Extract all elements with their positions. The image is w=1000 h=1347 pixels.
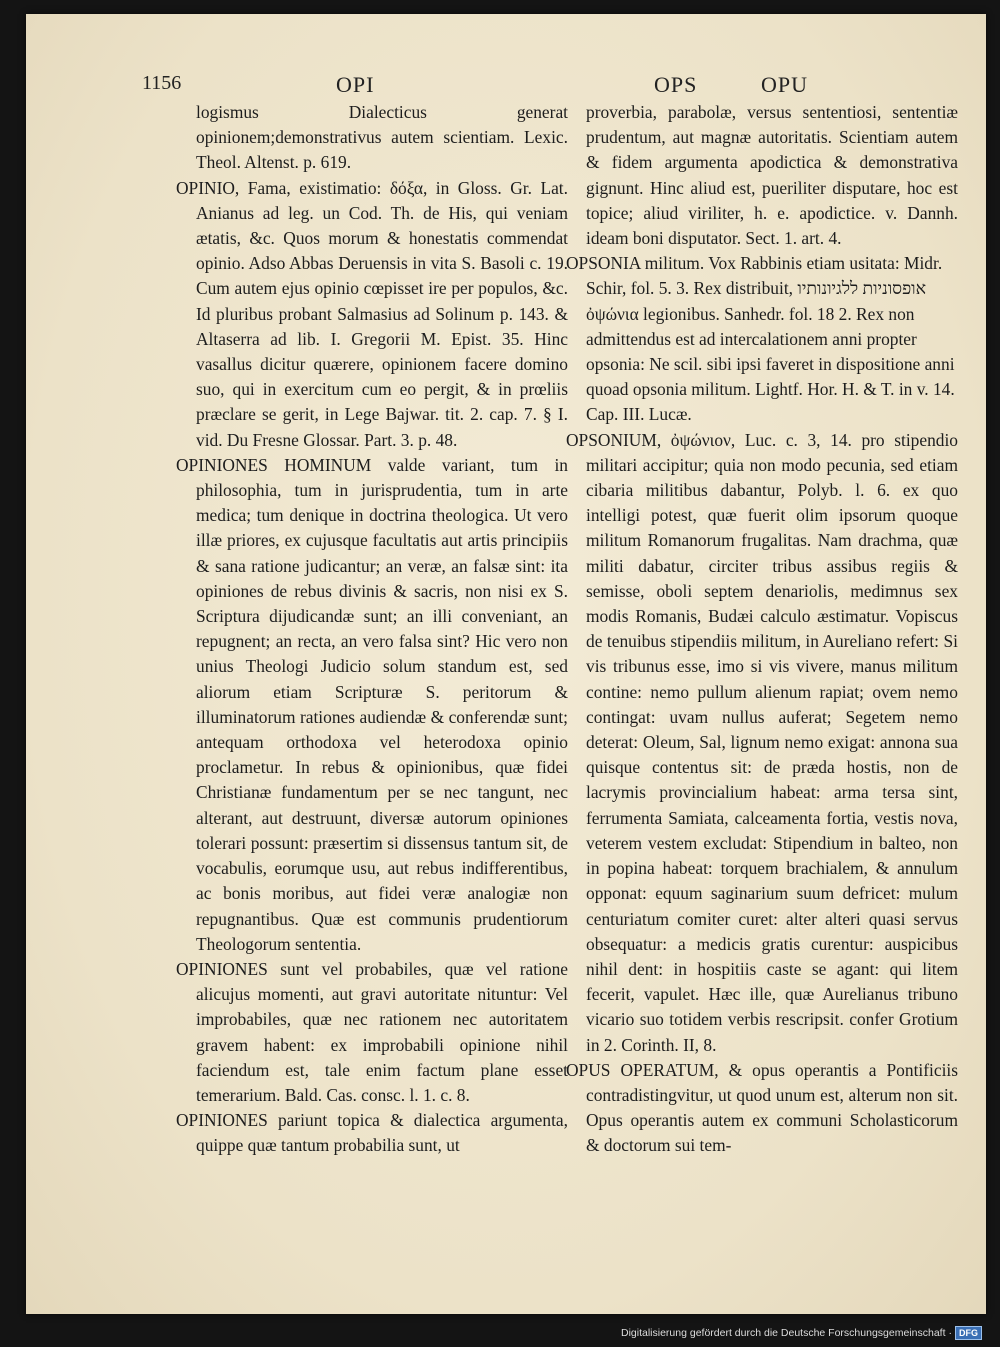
entry-opsonia: OPSONIA militum. Vox Rabbinis etiam usitata: Midr. Schir, fol. 5. 3. Rex distribuit, אופסוניות ללגיונותיו ὀψώνια legionibus. Sanhedr. fol. 18 2. Rex non admittendus est ad intercalationem anni propter opsonia: Ne scil. sibi ipsi faveret in dispositione anni quoad opsonia militum. Lightf. Hor. H. & T. in v. 14. Cap. III. Lucæ. bbox=[566, 253, 955, 425]
digitization-credit: Digitalisierung gefördert durch die Deutsche Forschungsgemeinschaft · DFG bbox=[621, 1326, 982, 1340]
running-head-left: OPI bbox=[336, 72, 375, 97]
dfg-logo-icon: DFG bbox=[955, 1326, 982, 1340]
scanned-page bbox=[26, 14, 986, 1314]
entry-opiniones-hominum: OPINIONES HOMINUM valde variant, tum in philosophia, tum in jurisprudentia, tum in arte medica; tum denique in doctrina theologica. Ut vero illæ priores, ex cujusque facultatis aut artis principiis & sana ratione judicantur; an veræ, an falsæ sint: ita opiniones de rebus divinis & sacris, non nisi ex S. Scriptura dijudicandæ sunt; an illi conveniant, an repugnent; an recta, an vero falsa sint? Hic vero non unius Theologi Judicio solum standum est, sed aliorum etiam Scripturæ S. peritorum & illuminatorum rationes audiendæ & conferendæ sunt; antequam orthodoxa vel heterodoxa opinio proclametur. In rebus & opinionibus, quæ fidei Christianæ fundamentum per se nec tangunt, nec alterant, aut destruunt, diversæ autorum opiniones tolerari possunt: præsertim si dissensus tantum sit, de vocabulis, eorumque usu, aut rebus indifferentibus, ac bonis moribus, aut fidei veræ analogiæ non repugnantibus. Quæ est communis prudentiorum Theologorum sententia. bbox=[176, 454, 568, 954]
page-number: 1156 bbox=[142, 72, 182, 94]
entry-continuation: logismus Dialecticus generat opinionem;demonstrativus autem scientiam. Lexic. Theol. Altenst. p. 619. bbox=[196, 102, 568, 173]
entry-opiniones-probabiles: OPINIONES sunt vel probabiles, quæ vel ratione alicujus momenti, aut gravi autoritate nituntur: Vel improbabiles, quæ nec rationem nec autoritatem gravem habent: ex improbabili opinione nihil faciendum est, tale enim factum plane esset temerarium. Bald. Cas. consc. l. 1. c. 8. bbox=[176, 958, 568, 1105]
entry-continuation: proverbia, parabolæ, versus sententiosi, sententiæ prudentum, aut magnæ autoritatis. Scientiam autem & fidem argumenta apodictica & demonstrativa gignunt. Hinc aliud est, pueriliter disputare, hoc est topice; aliud viriliter, h. e. apodictice. v. Dannh. ideam boni disputator. Sect. 1. art. 4. bbox=[586, 102, 958, 249]
left-column bbox=[176, 100, 568, 1159]
running-head-right: OPU bbox=[761, 72, 809, 97]
entry-opiniones-topica: OPINIONES pariunt topica & dialectica argumenta, quippe quæ tantum probabilia sunt, ut bbox=[176, 1110, 568, 1156]
credit-text: Digitalisierung gefördert durch die Deutsche Forschungsgemeinschaft bbox=[620, 1327, 946, 1339]
entry-opinio: OPINIO, Fama, existimatio: δόξα, in Gloss. Gr. Lat. Anianus ad leg. un Cod. Th. de His, qui veniam ætatis, &c. Quos morum & honestatis commendat opinio. Adso Abbas Deruensis in vita S. Basoli c. 19. Cum autem ejus opinio cœpisset ire per populos, &c. Id pluribus probant Salmasius ad Solinum p. 143. & Altaserra ad lib. I. Gregorii M. Epist. 35. Hinc vasallus dicitur quærere, opinionem facere domino suo, qui in exercitum cum eo pergit, & in prœliis præclare se gerit, in Lege Bajwar. tit. 2. cap. 7. § I. vid. Du Fresne Glossar. Part. 3. p. 48. bbox=[176, 177, 568, 450]
running-head-middle: OPS bbox=[654, 72, 698, 97]
right-column bbox=[566, 100, 958, 1159]
entry-opus-operatum: OPUS OPERATUM, & opus operantis a Pontificiis contradistingvitur, ut quod unum est, alterum non sit. Opus operantis autem ex communi Scholasticorum & doctorum sui tem- bbox=[566, 1059, 958, 1156]
entry-opsonium: OPSONIUM, ὀψώνιον, Luc. c. 3, 14. pro stipendio militari accipitur; quia non modo pecunia, sed etiam cibaria militibus dabantur, Polyb. l. 6. ex quo intelligi potest, quæ fuerit olim ipsorum quoque militum Romanorum frugalitas. Nam drachma, quæ militi dabatur, circiter tribus assibus regiis & semisse, oboli septem denariolis, medimnus sex modis Romanis, Budæi calculo æstimatur. Vopiscus de tenuibus stipendiis militum, in Aureliano refert: Si vis tribunus esse, imo si vis vivere, manus militum contine: nemo pullum alienum rapiat; ovem nemo contingat: uvam nullus auferat; Segetem nemo deterat: Oleum, Sal, lignum nemo exigat: annona sua quisque contentus sit: de præda hostis, non de lacrymis provincialium habeat: arma tersa sint, ferrumenta Samiata, calceamenta fortia, vestis nova, veterem vestem excludat: Stipendium in balteo, non in popina habeat: torquem brachialem, & annulum opponat: equum saginarium suum defricet: mulum centuriatum comiter curet: alter alteri quasi servus obsequatur: a medicis gratis curentur: auspicibus nihil dent: in hospitiis caste se agant: qui litem fecerit, vapulet. Hæc ille, quæ Aurelianus tribuno vicario suo totidem verbis rescripsit. confer Grotium in 2. Corinth. II, 8. bbox=[566, 429, 958, 1055]
